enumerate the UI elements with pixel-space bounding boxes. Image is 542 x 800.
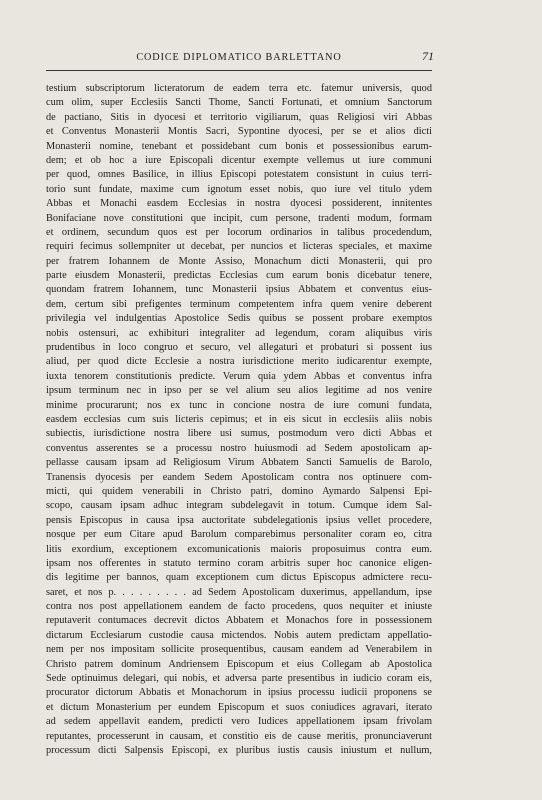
text-line: Sede optinuimus delegari, qui nobis, et adversa parte presentibus in iudicio coram eis, (46, 673, 432, 685)
text-line: dis legitime per bannos, quam exceptionem cum dictus Episcopus admictere recu- (46, 572, 432, 584)
text-line: Abbas et Monachi easdem Ecclesias in nostra dyocesi possiderent, innitentes (46, 198, 432, 210)
text-line: Monasterii nomine, tenebant et possidebant cum bonis et possessionibus earum- (46, 140, 432, 152)
text-line: processum dicti Salpensis Episcopi, ex pluribus iustis causis iniustum et nullum, (46, 744, 432, 756)
text-line: Tranensis dyocesis per eandem Sedem Apostolicam contra nos optinuere com- (46, 471, 432, 483)
text-line: procurator dictorum Abbatis et Monachorum in ipsius processu iudicii proponens se (46, 687, 432, 699)
text-line: et dictum Monasterium per eundem Episcopum et suos coniudices agravari, iterato (46, 701, 432, 713)
text-line: aliud, per quod dicte Ecclesie a nostra iurisdictione merito iudicarentur exempte, (46, 356, 432, 368)
text-line: Christo patrem dominum Andriensem Episcopum et eius Collegam ab Apostolica (46, 658, 432, 670)
text-line: nosque per eum Citare apud Barolum comparebimus personaliter coram eo, citra (46, 529, 432, 541)
text-line: dictarum Ecclesiarum custodie causa mictendos. Nobis autem predictam appellatio- (46, 629, 432, 641)
text-line: prudentibus in loco congruo et securo, vel allegaturi et probaturi si possent ius (46, 342, 432, 354)
text-line: pensis Episcopus in causa ipsa auctoritate subdelegationis ipsius vellet procedere, (46, 514, 432, 526)
text-line: reputantes, processerunt in causam, et constitio eis de cause meritis, pronunciaverunt (46, 730, 432, 742)
text-line: Bonifaciane nove constitutioni que incipit, cum persone, tradenti modum, formam (46, 212, 432, 224)
text-line: nem per nos impositam sollicite prosequentibus, causam eandem ad Venerabilem in (46, 644, 432, 656)
text-line: minime procurarunt; nos ex tunc in concione nostra de iure comuni fundata, (46, 399, 432, 411)
text-line: pellasse causam ipsam ad Religiosum Virum Abbatem Sancti Samuelis de Barolo, (46, 457, 432, 469)
text-line: et Conventus Monasterii Montis Sacri, Sypontine dyocesi, per se et alios dicti (46, 126, 432, 138)
text-line: contra nos post appellationem eandem de facto procedens, quos nequiter et iniuste (46, 601, 432, 613)
text-line: micti, qui quidem venerabili in Christo patri, domino Aymardo Salpensi Epi- (46, 485, 432, 497)
text-line: parte eiusdem Monasterii, predictas Ecclesias cum earum bonis dicebatur tenere, (46, 270, 432, 282)
text-line: ipsum terminum nec in ipso per se vel alium seu alios legitime ad nos venire (46, 385, 432, 397)
text-line: ipsam nos offerentes in statuto termino coram arbitris super hoc canonice eligen- (46, 557, 432, 569)
text-line: testium subscriptorum licteratorum de eadem terra etc. fatemur universis, quod (46, 83, 432, 94)
text-line: ad sedem appellavit eandem, predicti vero Iudices appellationem ipsam frivolam (46, 716, 432, 728)
header-rule (46, 70, 432, 71)
text-line: scopo, causam ipsam adhuc integram subdelegavit in totum. Cumque idem Sal- (46, 500, 432, 512)
text-line: nobis ostensuri, ac exhibituri integraliter ad legendum, coram aliquibus viris (46, 327, 432, 339)
text-line: et ordinem, secundum quos est per locorum ordinarios in talibus procedendum, (46, 226, 432, 238)
text-line: torio sunt fundate, maxime cum ignotum esset nobis, quo iure vel titulo ydem (46, 183, 432, 195)
page-number: 71 (422, 49, 434, 63)
text-line: per fratrem Iohannem de Monte Assiso, Monachum dicti Monasterii, qui pro (46, 255, 432, 267)
text-line: reputaverit contumaces decrevit dictos Abbatem et Monachos fore in possessionem (46, 615, 432, 627)
text-line: requiri fecimus sollempniter ut decebat, per nuncios et licteras speciales, et maxime (46, 241, 432, 253)
body-text (46, 82, 432, 758)
text-line: saret, et nos p. . . . . . . . . ad Sedem Apostolicam duxerimus, appellandum, ipse (46, 586, 432, 598)
text-line: quondam fratrem Iohannem, tunc Monasterii ipsius Abbatem et conventus eius- (46, 284, 432, 296)
text-line: iuxta tenorem constitutionis predicte. Verum quia ydem Abbas et conventus infra (46, 370, 432, 382)
running-title: CODICE DIPLOMATICO BARLETTANO (136, 52, 342, 63)
text-line: per quod, omnes Basilice, in illius Episcopi potestatem consistunt in cuius terri- (46, 169, 432, 181)
text-line: privilegia vel indulgentias Apostolice Sedis quibus se possent probare exemptos (46, 313, 432, 325)
text-line: easdem ecclesias cum suis licteris cepimus; et in eis sicut in ecclesiis aliis nobis (46, 413, 432, 425)
text-line: cum olim, super Ecclesiis Sancti Thome, Sancti Fortunati, et omnium Sanctorum (46, 97, 432, 109)
text-line: subiectis, iurisdictione nostra libere usi sumus, postmodum vero dicti Abbas et (46, 428, 432, 440)
text-line: dem, certum sibi prefigentes terminum competentem infra quem venire deberent (46, 298, 432, 310)
text-line: dem; et ob hoc a iure Episcopali dicentur exempte vellemus ut iure communi (46, 154, 432, 166)
text-line: litis exordium, exceptionem excomunicationis maioris proposuimus contra eum. (46, 543, 432, 555)
running-head (46, 49, 434, 70)
text-line: conventus asserentes se a processu nostro huiusmodi ad Sedem apostolicam ap- (46, 442, 432, 454)
text-line: de pactiano, Sitis in dyocesi et territorio vigiliarum, quas Religiosi viri Abbas (46, 111, 432, 123)
